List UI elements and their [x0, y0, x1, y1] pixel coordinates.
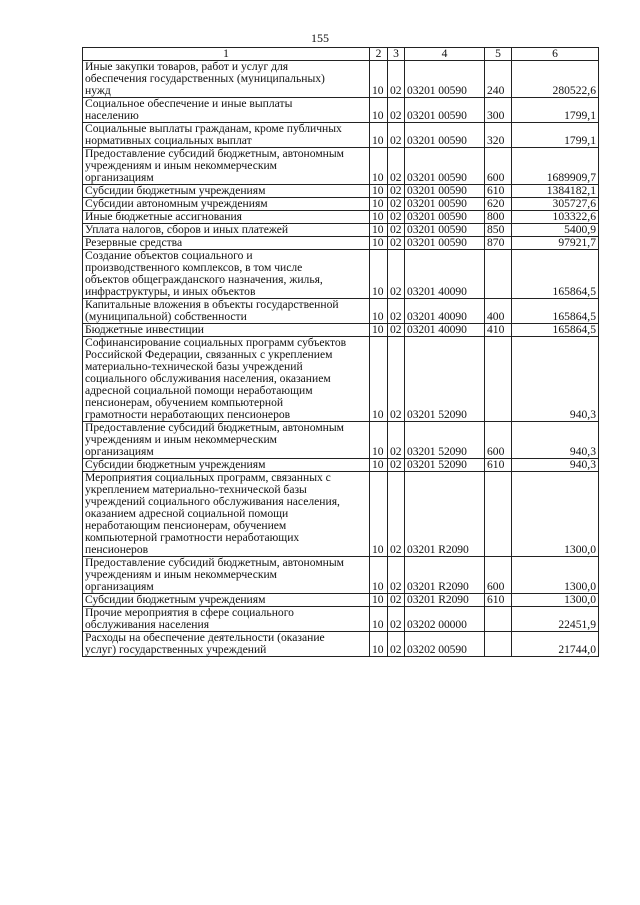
amount-cell: 940,3 — [512, 422, 599, 459]
amount-cell: 1384182,1 — [512, 185, 599, 198]
section-code-cell: 10 — [370, 148, 388, 185]
expense-name-cell — [83, 148, 370, 185]
expense-type-cell: 870 — [485, 237, 512, 250]
expense-name-line: Социальные выплаты гражданам, кроме публичных — [85, 122, 342, 135]
section-code-cell: 10 — [370, 594, 388, 607]
amount-cell: 165864,5 — [512, 250, 599, 299]
amount-cell: 97921,7 — [512, 237, 599, 250]
expense-name-cell — [83, 337, 370, 422]
target-article-cell: 03201 00590 — [405, 224, 485, 237]
table-row — [83, 98, 599, 123]
table-body — [83, 61, 599, 657]
expense-name-line: обеспечения государственных (муниципальных) — [85, 72, 325, 85]
expense-name-line: Прочие мероприятия в сфере социального — [85, 606, 294, 619]
table-row — [83, 224, 599, 237]
subsection-code-cell: 02 — [388, 337, 405, 422]
target-article-cell: 03201 00590 — [405, 198, 485, 211]
amount-cell: 165864,5 — [512, 299, 599, 324]
column-header: 5 — [485, 48, 512, 61]
target-article-cell: 03201 52090 — [405, 337, 485, 422]
expense-name-line: организациям — [85, 580, 154, 593]
subsection-code-cell: 02 — [388, 632, 405, 657]
expense-name-line: социального обслуживания населения, оказанием — [85, 372, 331, 385]
expense-name-line: Социальное обеспечение и иные выплаты — [85, 97, 293, 110]
expense-type-cell: 600 — [485, 148, 512, 185]
expense-name-cell — [83, 185, 370, 198]
expense-name-cell — [83, 123, 370, 148]
expense-name-line: Резервные средства — [85, 236, 183, 249]
section-code-cell: 10 — [370, 185, 388, 198]
subsection-code-cell: 02 — [388, 185, 405, 198]
expense-type-cell — [485, 632, 512, 657]
amount-cell: 21744,0 — [512, 632, 599, 657]
column-header: 2 — [370, 48, 388, 61]
table-row — [83, 148, 599, 185]
table-row — [83, 557, 599, 594]
expense-name-line: укреплением материально-технической базы — [85, 483, 307, 496]
subsection-code-cell: 02 — [388, 148, 405, 185]
expense-name-line: Уплата налогов, сборов и иных платежей — [85, 223, 289, 236]
table-row — [83, 594, 599, 607]
target-article-cell: 03201 00590 — [405, 61, 485, 98]
table-row — [83, 324, 599, 337]
expense-name-line: учреждений социального обслуживания населения, — [85, 495, 340, 508]
expense-name-line: нужд — [85, 84, 111, 97]
target-article-cell: 03201 00590 — [405, 98, 485, 123]
section-code-cell: 10 — [370, 299, 388, 324]
target-article-cell: 03201 00590 — [405, 185, 485, 198]
expense-name-line: Мероприятия социальных программ, связанных с — [85, 471, 331, 484]
target-article-cell: 03201 00590 — [405, 123, 485, 148]
expense-type-cell: 410 — [485, 324, 512, 337]
expense-type-cell — [485, 250, 512, 299]
expense-name-line: населению — [85, 109, 139, 122]
section-code-cell: 10 — [370, 198, 388, 211]
expense-type-cell: 620 — [485, 198, 512, 211]
expense-name-line: услуг) государственных учреждений — [85, 643, 267, 656]
section-code-cell: 10 — [370, 472, 388, 557]
expense-name-line: организациям — [85, 445, 154, 458]
expense-name-cell — [83, 594, 370, 607]
amount-cell: 165864,5 — [512, 324, 599, 337]
table-row — [83, 459, 599, 472]
expense-name-line: пенсионерам, обучением компьютерной — [85, 396, 284, 409]
page-number: 155 — [311, 31, 329, 45]
target-article-cell: 03201 00590 — [405, 211, 485, 224]
amount-cell: 1799,1 — [512, 123, 599, 148]
section-code-cell: 10 — [370, 211, 388, 224]
subsection-code-cell: 02 — [388, 594, 405, 607]
section-code-cell: 10 — [370, 98, 388, 123]
section-code-cell: 10 — [370, 337, 388, 422]
table-row — [83, 198, 599, 211]
expense-type-cell: 850 — [485, 224, 512, 237]
expense-name-line: Расходы на обеспечение деятельности (оказание — [85, 631, 325, 644]
expense-name-line: Бюджетные инвестиции — [85, 323, 205, 336]
section-code-cell: 10 — [370, 224, 388, 237]
subsection-code-cell: 02 — [388, 198, 405, 211]
table-row — [83, 211, 599, 224]
column-header: 3 — [388, 48, 405, 61]
table-row — [83, 337, 599, 422]
target-article-cell: 03201 52090 — [405, 459, 485, 472]
section-code-cell: 10 — [370, 557, 388, 594]
expense-name-line: обслуживания населения — [85, 618, 210, 631]
expense-type-cell: 610 — [485, 594, 512, 607]
expense-name-line: Софинансирование социальных программ субъектов — [85, 336, 347, 349]
expense-name-line: Субсидии бюджетным учреждениям — [85, 184, 266, 197]
expense-name-line: материально-технической базы учреждений — [85, 360, 303, 373]
table-row — [83, 185, 599, 198]
expense-name-cell — [83, 324, 370, 337]
expense-name-line: Капитальные вложения в объекты государственной — [85, 298, 339, 311]
subsection-code-cell: 02 — [388, 299, 405, 324]
expense-name-line: компьютерной грамотности неработающих — [85, 531, 300, 544]
expense-name-cell — [83, 250, 370, 299]
table-row — [83, 123, 599, 148]
expense-name-line: адресной социальной помощи неработающим — [85, 384, 313, 397]
expense-type-cell: 600 — [485, 422, 512, 459]
expense-name-line: Российской Федерации, связанных с укреплением — [85, 348, 333, 361]
amount-cell: 103322,6 — [512, 211, 599, 224]
expense-name-cell — [83, 422, 370, 459]
amount-cell: 280522,6 — [512, 61, 599, 98]
subsection-code-cell: 02 — [388, 472, 405, 557]
target-article-cell: 03202 00590 — [405, 632, 485, 657]
section-code-cell: 10 — [370, 459, 388, 472]
subsection-code-cell: 02 — [388, 459, 405, 472]
expense-name-cell — [83, 557, 370, 594]
expense-name-line: Создание объектов социального и — [85, 249, 253, 262]
subsection-code-cell: 02 — [388, 324, 405, 337]
expense-name-cell — [83, 224, 370, 237]
expense-name-line: грамотности неработающих пенсионеров — [85, 408, 291, 421]
section-code-cell: 10 — [370, 237, 388, 250]
subsection-code-cell: 02 — [388, 224, 405, 237]
target-article-cell: 03201 R2090 — [405, 594, 485, 607]
expense-name-cell — [83, 632, 370, 657]
amount-cell: 305727,6 — [512, 198, 599, 211]
table-row — [83, 422, 599, 459]
subsection-code-cell: 02 — [388, 61, 405, 98]
column-header: 1 — [83, 48, 370, 61]
expense-name-line: учреждениям и иным некоммерческим — [85, 159, 278, 172]
expense-type-cell — [485, 607, 512, 632]
expense-name-line: Иные закупки товаров, работ и услуг для — [85, 60, 289, 73]
subsection-code-cell: 02 — [388, 557, 405, 594]
subsection-code-cell: 02 — [388, 123, 405, 148]
column-header: 6 — [512, 48, 599, 61]
expense-name-line: учреждениям и иным некоммерческим — [85, 568, 278, 581]
expense-type-cell: 320 — [485, 123, 512, 148]
expense-type-cell: 610 — [485, 459, 512, 472]
expense-name-line: (муниципальной) собственности — [85, 310, 247, 323]
expense-name-cell — [83, 607, 370, 632]
table-row — [83, 250, 599, 299]
expense-type-cell — [485, 472, 512, 557]
expense-name-line: неработающим пенсионерам, обучением — [85, 519, 287, 532]
target-article-cell: 03201 00590 — [405, 148, 485, 185]
target-article-cell: 03202 00000 — [405, 607, 485, 632]
expense-type-cell: 610 — [485, 185, 512, 198]
amount-cell: 1300,0 — [512, 557, 599, 594]
amount-cell: 22451,9 — [512, 607, 599, 632]
expense-name-cell — [83, 237, 370, 250]
subsection-code-cell: 02 — [388, 422, 405, 459]
subsection-code-cell: 02 — [388, 237, 405, 250]
expense-name-cell — [83, 198, 370, 211]
table-row — [83, 299, 599, 324]
table-row — [83, 607, 599, 632]
target-article-cell: 03201 00590 — [405, 237, 485, 250]
section-code-cell: 10 — [370, 422, 388, 459]
expense-name-cell — [83, 472, 370, 557]
section-code-cell: 10 — [370, 61, 388, 98]
expense-name-line: Субсидии бюджетным учреждениям — [85, 593, 266, 606]
section-code-cell: 10 — [370, 123, 388, 148]
table-row — [83, 632, 599, 657]
column-header: 4 — [405, 48, 485, 61]
expense-name-cell — [83, 459, 370, 472]
expense-type-cell: 300 — [485, 98, 512, 123]
expense-name-line: Предоставление субсидий бюджетным, автономным — [85, 147, 345, 160]
target-article-cell: 03201 52090 — [405, 422, 485, 459]
target-article-cell: 03201 40090 — [405, 250, 485, 299]
section-code-cell: 10 — [370, 632, 388, 657]
expense-name-line: Предоставление субсидий бюджетным, автономным — [85, 421, 345, 434]
expense-name-cell — [83, 61, 370, 98]
expense-type-cell: 800 — [485, 211, 512, 224]
expense-name-line: объектов общегражданского назначения, жилья, — [85, 273, 323, 286]
target-article-cell: 03201 40090 — [405, 299, 485, 324]
expense-name-cell — [83, 299, 370, 324]
expense-name-line: Иные бюджетные ассигнования — [85, 210, 242, 223]
expense-type-cell: 240 — [485, 61, 512, 98]
expense-name-line: нормативных социальных выплат — [85, 134, 252, 147]
expense-name-cell — [83, 211, 370, 224]
section-code-cell: 10 — [370, 607, 388, 632]
section-code-cell: 10 — [370, 324, 388, 337]
target-article-cell: 03201 40090 — [405, 324, 485, 337]
expense-name-line: производственного комплексов, в том числе — [85, 261, 303, 274]
amount-cell: 1689909,7 — [512, 148, 599, 185]
subsection-code-cell: 02 — [388, 98, 405, 123]
expense-name-line: Предоставление субсидий бюджетным, автономным — [85, 556, 345, 569]
expense-name-line: организациям — [85, 171, 154, 184]
table-row — [83, 472, 599, 557]
amount-cell: 1799,1 — [512, 98, 599, 123]
table-header-row — [83, 48, 599, 61]
expense-name-line: учреждениям и иным некоммерческим — [85, 433, 278, 446]
expense-name-line: Субсидии бюджетным учреждениям — [85, 458, 266, 471]
target-article-cell: 03201 R2090 — [405, 557, 485, 594]
expense-type-cell: 400 — [485, 299, 512, 324]
subsection-code-cell: 02 — [388, 250, 405, 299]
amount-cell: 940,3 — [512, 459, 599, 472]
expense-name-line: инфраструктуры, и иных объектов — [85, 285, 256, 298]
target-article-cell: 03201 R2090 — [405, 472, 485, 557]
expense-name-cell — [83, 98, 370, 123]
expense-type-cell: 600 — [485, 557, 512, 594]
amount-cell: 5400,9 — [512, 224, 599, 237]
amount-cell: 940,3 — [512, 337, 599, 422]
amount-cell: 1300,0 — [512, 594, 599, 607]
table-row — [83, 237, 599, 250]
expense-name-line: пенсионеров — [85, 543, 149, 556]
section-code-cell: 10 — [370, 250, 388, 299]
expense-name-line: оказанием адресной социальной помощи — [85, 507, 289, 520]
expense-type-cell — [485, 337, 512, 422]
amount-cell: 1300,0 — [512, 472, 599, 557]
expense-name-line: Субсидии автономным учреждениям — [85, 197, 268, 210]
subsection-code-cell: 02 — [388, 211, 405, 224]
subsection-code-cell: 02 — [388, 607, 405, 632]
budget-table — [82, 47, 599, 657]
table-row — [83, 61, 599, 98]
